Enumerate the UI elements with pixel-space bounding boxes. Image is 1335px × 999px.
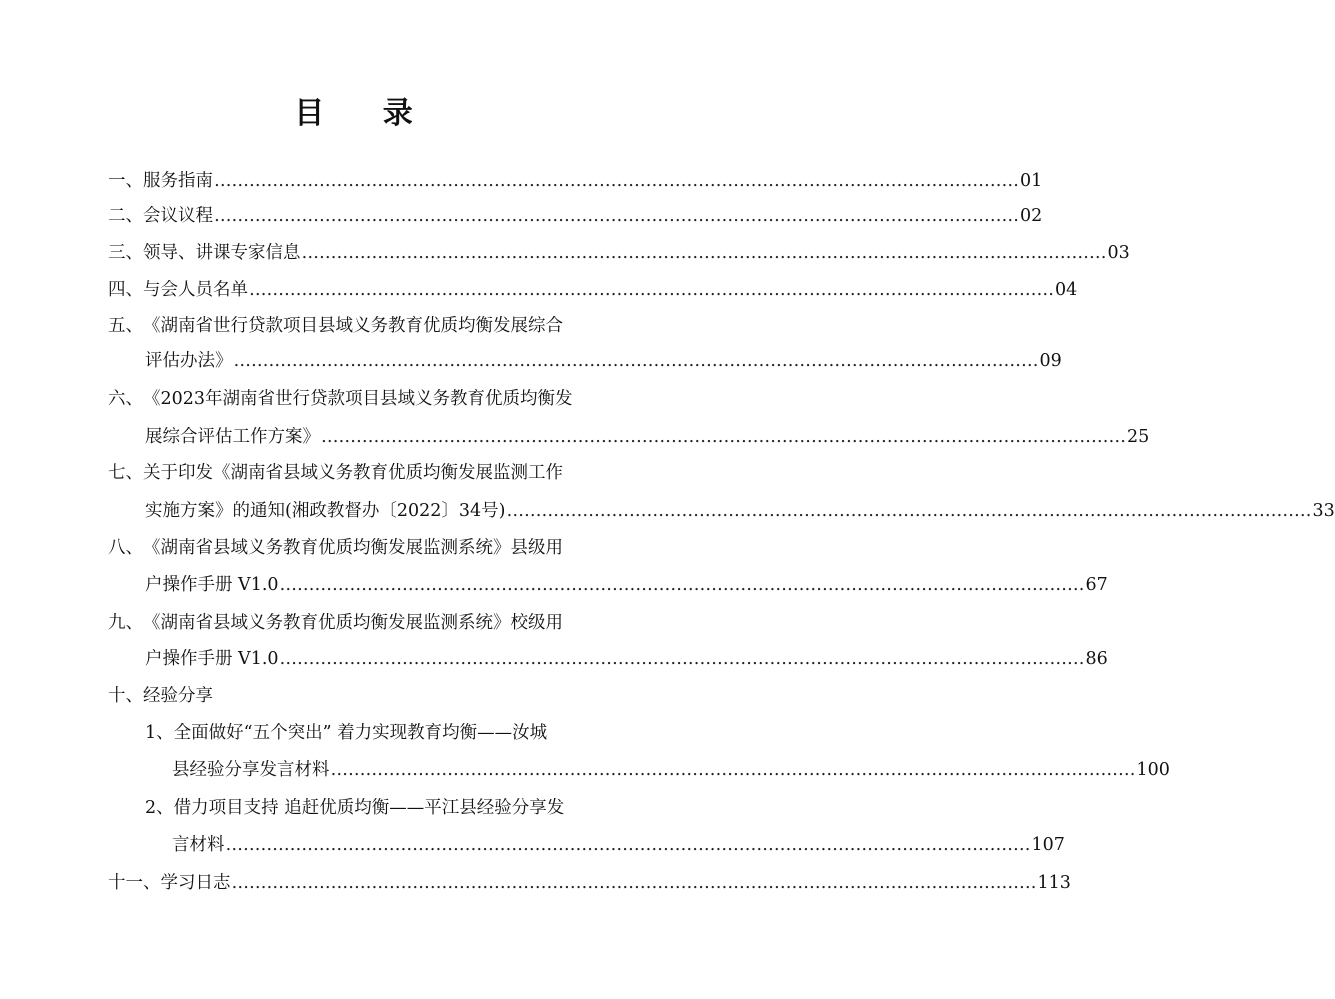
- toc-leader-dots: …………………………………………………………………………………………………………………………: [301, 243, 1107, 263]
- toc-entry-page: 113: [1037, 873, 1071, 893]
- toc-leader-dots: …………………………………………………………………………………………………………………………: [330, 760, 1136, 780]
- toc-subentry[interactable]: [145, 720, 600, 746]
- toc-entry[interactable]: [108, 683, 600, 709]
- toc-leader-dots: …………………………………………………………………………………………………………………………: [249, 280, 1054, 300]
- toc-entry-number: 七、: [108, 463, 143, 483]
- toc-entry-number: 三、: [108, 243, 143, 263]
- toc-entry-title: 关于印发《湖南省县域义务教育优质均衡发展监测工作: [143, 463, 563, 483]
- toc-leader-dots: …………………………………………………………………………………………………………………………: [506, 501, 1312, 521]
- toc-entry-number: 1、: [145, 723, 174, 743]
- toc-entry-title: 《2023年湖南省世行贷款项目县域义务教育优质均衡发: [143, 389, 573, 409]
- toc-leader-dots: …………………………………………………………………………………………………………………………: [233, 351, 1039, 371]
- toc-entry[interactable]: [108, 460, 600, 486]
- toc-entry-continuation[interactable]: [145, 424, 1150, 450]
- toc-entry-title: 《湖南省县域义务教育优质均衡发展监测系统》县级用: [143, 538, 563, 558]
- toc-leader-dots: …………………………………………………………………………………………………………………………: [321, 427, 1126, 447]
- toc-entry[interactable]: [108, 277, 1078, 303]
- toc-entry[interactable]: [108, 240, 1130, 266]
- toc-entry-title: 经验分享: [143, 686, 213, 706]
- toc-entry[interactable]: [108, 386, 600, 412]
- toc-subentry[interactable]: [145, 795, 600, 821]
- toc-entry-continuation[interactable]: [172, 757, 1170, 783]
- toc-leader-dots: …………………………………………………………………………………………………………………………: [214, 206, 1019, 226]
- toc-entry-page: 09: [1039, 351, 1062, 371]
- toc-entry-page: 02: [1020, 206, 1043, 226]
- toc-entry-number: 十、: [108, 686, 143, 706]
- toc-entry-page: 33: [1312, 501, 1335, 521]
- toc-entry[interactable]: [108, 535, 600, 561]
- toc-entry-number: 六、: [108, 389, 143, 409]
- toc-entry-continuation[interactable]: [145, 498, 1335, 524]
- toc-entry-title: 学习日志: [160, 873, 231, 893]
- toc-entry-continuation[interactable]: [145, 348, 1062, 374]
- toc-entry-number: 十一、: [108, 873, 161, 893]
- toc-entry-page: 25: [1127, 427, 1150, 447]
- toc-entry-page: 67: [1085, 575, 1108, 595]
- toc-leader-dots: …………………………………………………………………………………………………………………………: [279, 575, 1085, 595]
- toc-entry-number: 四、: [108, 280, 143, 300]
- toc-entry-number: 一、: [108, 171, 143, 191]
- toc-entry-title: 会议议程: [143, 206, 213, 226]
- toc-entry-title-cont: 评估办法》: [145, 351, 233, 371]
- toc-entry-number: 九、: [108, 613, 143, 633]
- toc-entry-title: 领导、讲课专家信息: [143, 243, 301, 263]
- toc-entry[interactable]: [108, 610, 600, 636]
- toc-entry-page: 86: [1085, 649, 1108, 669]
- toc-entry-page: 100: [1136, 760, 1170, 780]
- toc-entry-title-cont: 户操作手册 V1.0: [145, 575, 279, 595]
- toc-entry-title: 《湖南省县域义务教育优质均衡发展监测系统》校级用: [143, 613, 563, 633]
- toc-entry-title: 借力项目支持 追赶优质均衡——平江县经验分享发: [173, 798, 565, 818]
- toc-entry-number: 二、: [108, 206, 143, 226]
- toc-entry-title: 服务指南: [143, 171, 213, 191]
- toc-entry-page: 107: [1031, 835, 1065, 855]
- toc-entry-title-cont: 户操作手册 V1.0: [145, 649, 279, 669]
- toc-entry[interactable]: [108, 203, 1043, 229]
- toc-leader-dots: …………………………………………………………………………………………………………………………: [231, 873, 1037, 893]
- toc-entry[interactable]: [108, 313, 600, 339]
- toc-entry-title: 与会人员名单: [143, 280, 248, 300]
- toc-entry-page: 04: [1055, 280, 1078, 300]
- toc-entry-number: 八、: [108, 538, 143, 558]
- toc-entry[interactable]: [108, 870, 1071, 896]
- toc-entry-title: 全面做好“五个突出” 着力实现教育均衡——汝城: [173, 723, 548, 743]
- toc-entry-title-cont: 言材料: [172, 835, 225, 855]
- toc-entry-title: 《湖南省世行贷款项目县域义务教育优质均衡发展综合: [143, 316, 563, 336]
- toc-entry[interactable]: [108, 168, 1043, 194]
- toc-entry-continuation[interactable]: [145, 646, 1108, 672]
- toc-leader-dots: …………………………………………………………………………………………………………………………: [214, 171, 1019, 191]
- toc-leader-dots: …………………………………………………………………………………………………………………………: [279, 649, 1085, 669]
- toc-entry-page: 01: [1020, 171, 1043, 191]
- toc-entry-title-cont: 展综合评估工作方案》: [145, 427, 320, 447]
- toc-entry-title-cont: 实施方案》的通知(湘政教督办〔2022〕34号): [145, 501, 506, 521]
- toc-entry-continuation[interactable]: [172, 832, 1065, 858]
- toc-entry-number: 2、: [145, 798, 174, 818]
- toc-leader-dots: …………………………………………………………………………………………………………………………: [225, 835, 1031, 855]
- toc-entry-title-cont: 县经验分享发言材料: [172, 760, 330, 780]
- toc-entry-page: 03: [1107, 243, 1130, 263]
- toc-entry-number: 五、: [108, 316, 143, 336]
- toc-entry-continuation[interactable]: [145, 572, 1108, 598]
- page-title: 目 录: [294, 96, 437, 131]
